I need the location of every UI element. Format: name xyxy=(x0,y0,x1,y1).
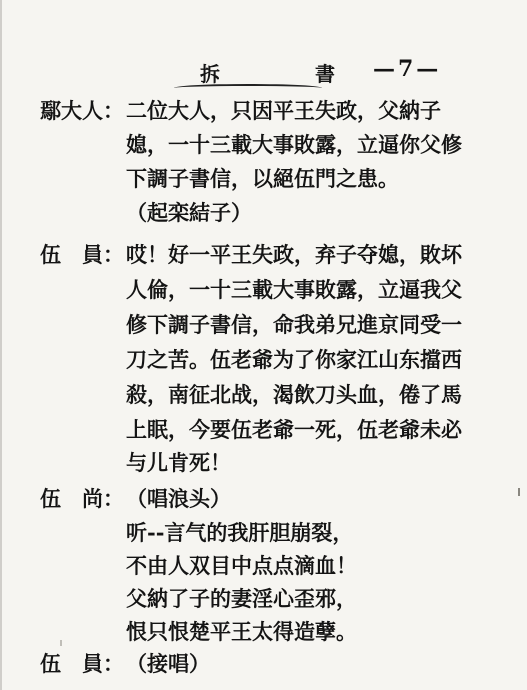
speech-line: 修下調子書信，命我弟兄進京同受一 xyxy=(126,312,462,337)
speech-line: 殺，南征北战，渴飲刀头血，倦了馬 xyxy=(126,382,462,407)
stage-direction: （唱浪头） xyxy=(126,486,231,511)
speaker-name: 伍 員： xyxy=(40,651,124,676)
scan-speck xyxy=(60,640,62,646)
speech-line: 刀之苦。伍老爺为了你家江山东擋西 xyxy=(126,347,462,372)
speech-line: 哎！好一平王失政，弃子夺媳，敗坏 xyxy=(126,242,462,267)
stage-direction: （接唱） xyxy=(126,651,210,676)
title-underline xyxy=(174,84,322,92)
speech-line: 下調子書信，以絕伍門之患。 xyxy=(126,166,399,191)
speech-line: 人倫，一十三載大事敗露，立逼我父 xyxy=(126,277,462,302)
page-header xyxy=(0,52,527,92)
speech-line: 上眠，今要伍老爺一死，伍老爺未必 xyxy=(126,417,462,442)
speech-line: 与儿肯死！ xyxy=(126,450,231,475)
speaker-name: 伍 尚： xyxy=(40,486,124,511)
verse-line: 听--言气的我肝胆崩裂， xyxy=(126,520,354,545)
verse-line: 恨只恨楚平王太得造孽。 xyxy=(126,619,357,644)
verse-line: 不由人双目中点点滴血！ xyxy=(126,553,357,578)
speech-line: 媳，一十三載大事敗露，立逼你父修 xyxy=(126,132,462,157)
speech-line: 二位大人，只因平王失政，父納子 xyxy=(126,98,441,123)
running-title: 拆 書 xyxy=(200,62,379,86)
speaker-name: 伍 員： xyxy=(40,242,124,267)
stage-direction: （起栾結子） xyxy=(126,200,252,225)
scan-speck xyxy=(518,488,520,496)
speaker-name: 鄢大人： xyxy=(40,98,124,123)
verse-line: 父納了子的妻淫心歪邪， xyxy=(126,586,357,611)
scan-edge xyxy=(0,0,2,690)
page-number: —7— xyxy=(373,56,442,82)
